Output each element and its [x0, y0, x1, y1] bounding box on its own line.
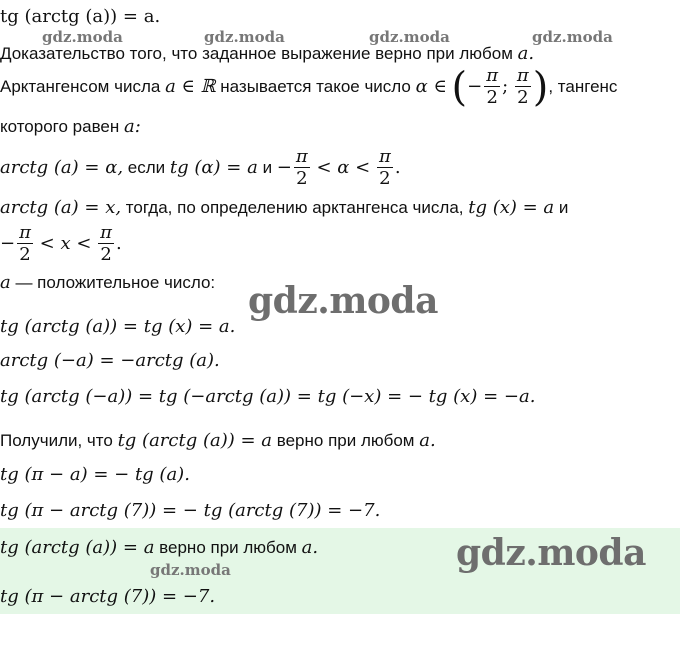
conclusion — [0, 430, 436, 452]
equation-2: arctg (−a) = −arctg (a). — [0, 350, 220, 371]
watermark: gdz.moda — [369, 28, 450, 46]
semicolon: ; — [502, 76, 509, 97]
watermark-large: gdz.moda — [456, 532, 646, 574]
fraction-pi-2: $\frac{\pi}{2}$ — [295, 146, 308, 190]
arctan-definition — [0, 64, 617, 110]
def-continuation-var: a: — [124, 116, 141, 137]
watermark-large: gdz.moda — [248, 280, 438, 322]
arctan-condition — [0, 144, 401, 192]
def-text-1: Арктангенсом числа — [0, 77, 161, 96]
minus-sign: − — [0, 233, 16, 254]
answer-math-1: tg (arctg (a)) = a — [0, 537, 155, 558]
conclusion-text-2: верно при любом — [272, 431, 420, 450]
fraction-pi-2: $\frac{\pi}{2}$ — [486, 65, 499, 109]
fraction-pi-2: $\frac{\pi}{2}$ — [19, 222, 31, 266]
conclusion-var: a. — [419, 430, 436, 451]
equation-4: tg (π − a) = − tg (a). — [0, 464, 190, 485]
watermark: gdz.moda — [42, 28, 123, 46]
x-inequality: < x < — [39, 233, 92, 254]
proof-intro-var: a. — [517, 43, 535, 64]
def-continuation — [0, 116, 141, 138]
note-text: — положительное число: — [10, 273, 216, 292]
right-paren: ) — [532, 64, 549, 111]
def-alpha: α ∈ — [415, 76, 447, 97]
answer-text-1: верно при любом — [154, 538, 302, 557]
left-paren: ( — [451, 64, 468, 111]
cond-math-2: tg (α) = a — [169, 157, 258, 178]
watermark: gdz.moda — [532, 28, 613, 46]
cond-math-1: arctg (a) = α, — [0, 157, 124, 178]
fraction-pi-2: $\frac{\pi}{2}$ — [516, 65, 529, 109]
note-var: a — [0, 272, 11, 293]
answer-line-2: tg (π − arctg (7)) = −7. — [0, 586, 216, 607]
fraction-pi-2: $\frac{\pi}{2}$ — [378, 146, 391, 190]
minus-sign: − — [276, 157, 292, 178]
cond-text-2: и — [257, 158, 277, 177]
answer-var-1: a. — [301, 537, 319, 558]
line-tg-arctg-identity: tg (arctg (a)) = a. — [0, 6, 161, 27]
answer-line-1 — [0, 537, 318, 559]
watermark: gdz.moda — [204, 28, 285, 46]
equation-3: tg (arctg (−a)) = tg (−arctg (a)) = tg (−x) = − tg (x) = −a. — [0, 386, 536, 407]
arctan-substitution — [0, 197, 568, 219]
def-text-2: называется такое число — [220, 77, 411, 96]
positive-number-note — [0, 272, 215, 294]
conclusion-text-1: Получили, что — [0, 431, 118, 450]
cond-inequality: < α < — [316, 157, 371, 178]
watermark: gdz.moda — [150, 561, 231, 579]
proof-intro — [0, 43, 534, 65]
def-text-3: , тангенс — [548, 77, 618, 96]
proof-intro-text: Доказательство того, что заданное выражение верно при любом — [0, 44, 513, 63]
subst-text-2: и — [554, 198, 569, 217]
period: . — [116, 233, 122, 254]
minus-sign: − — [467, 76, 483, 97]
conclusion-math: tg (arctg (a)) = a — [117, 430, 273, 451]
subst-text-1: тогда, по определению арктангенса числа, — [121, 198, 469, 217]
equation-5: tg (π − arctg (7)) = − tg (arctg (7)) = −7. — [0, 500, 381, 521]
fraction-pi-2: $\frac{\pi}{2}$ — [100, 222, 113, 266]
equation-1: tg (arctg (a)) = tg (x) = a. — [0, 316, 236, 337]
subst-math-2: tg (x) = a — [468, 197, 555, 218]
subst-math-1: arctg (a) = x, — [0, 197, 122, 218]
def-continuation-text: которого равен — [0, 117, 120, 136]
period: . — [394, 157, 401, 178]
def-math-1: a ∈ ℝ — [165, 76, 216, 97]
cond-text-1: если — [123, 158, 170, 177]
x-range — [0, 220, 122, 268]
